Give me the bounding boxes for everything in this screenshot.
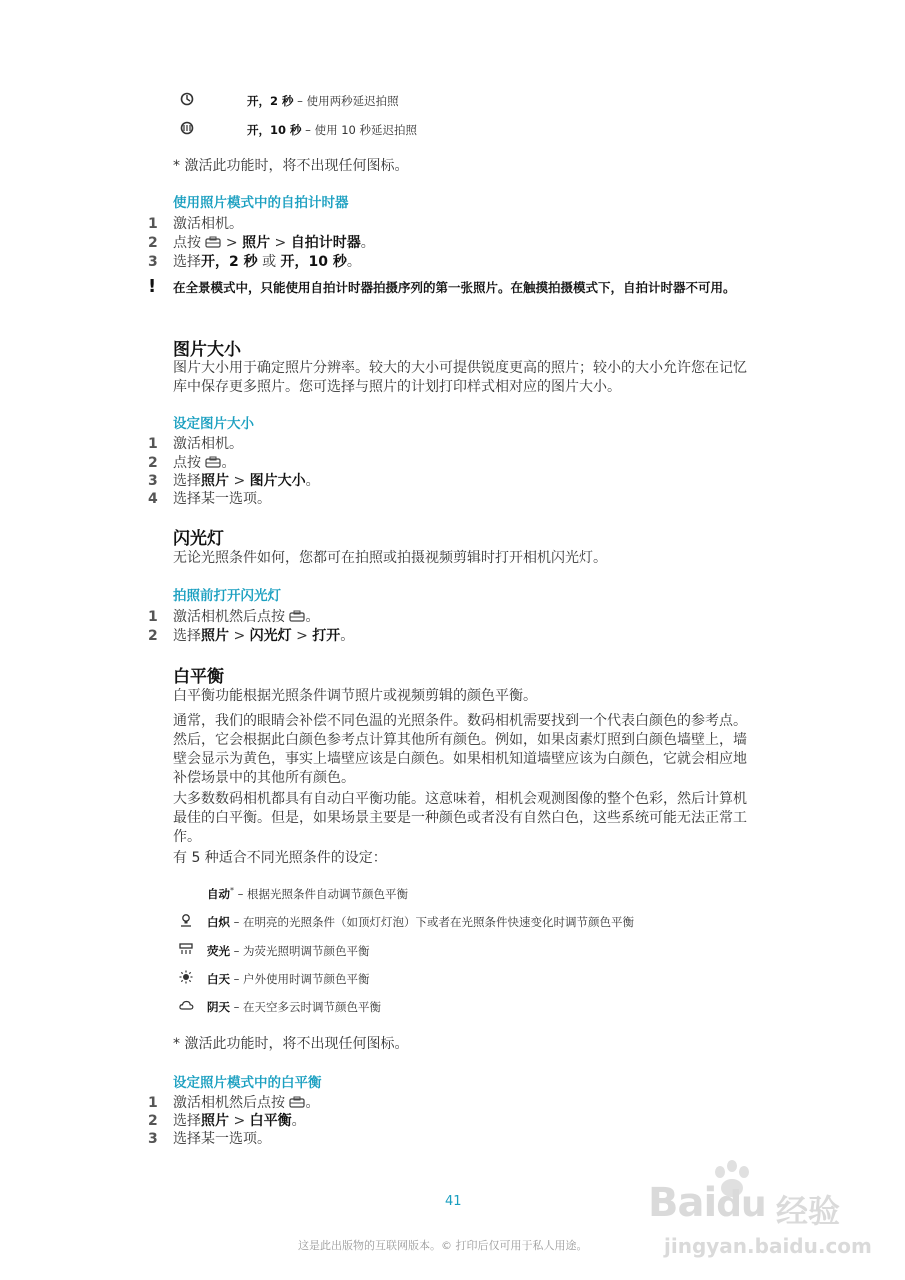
watermark-brand: Baidu	[648, 1180, 766, 1226]
picsize-step-4: 4 选择某一选项。	[148, 491, 271, 507]
timer-10s-icon	[180, 121, 194, 135]
picsize-description: 图片大小用于确定照片分辨率。较大的大小可提供锐度更高的照片；较小的大小允许您在记忆库中保存更多照片。您可选择与照片的计划打印样式相对应的图片大小。	[173, 360, 747, 395]
wb-step-3: 3 选择某一选项。	[148, 1131, 271, 1147]
flash-step-1: 1 激活相机然后点按 。	[148, 609, 320, 625]
fluorescent-icon	[179, 942, 193, 956]
wb-step-1: 1 激活相机然后点按 。	[148, 1095, 320, 1111]
timer-option-10s: 开，10 秒 – 使用 10 秒延迟拍照	[247, 123, 418, 137]
timer-option-2s: 开，2 秒 – 使用两秒延迟拍照	[247, 94, 399, 108]
wb-paragraph-2: 通常，我们的眼睛会补偿不同色温的光照条件。数码相机需要找到一个代表白颜色的参考点。然后，它会根据此白颜色参考点计算其他所有颜色。例如，如果卤素灯照到白颜色墙壁上，墙壁会显示为黄色，事实上墙壁应该是白颜色。如果相机知道墙壁应该为白颜色，它就会相应地补偿场景中的其他所有颜色。	[173, 713, 747, 786]
daylight-icon	[179, 970, 193, 984]
wb-paragraph-4: 有 5 种适合不同光照条件的设定：	[173, 850, 387, 866]
picsize-title: 图片大小	[173, 340, 241, 360]
footer-note: 这是此出版物的互联网版本。© 打印后仅可用于私人用途。	[298, 1239, 588, 1252]
page-number: 41	[445, 1194, 462, 1209]
selftimer-step-1: 1 激活相机。	[148, 216, 243, 232]
flash-heading: 拍照前打开闪光灯	[173, 588, 281, 604]
asterisk-note: * 激活此功能时，将不出现任何图标。	[173, 158, 409, 174]
flash-step-2: 2 选择照片 > 闪光灯 > 打开。	[148, 628, 355, 644]
wb-asterisk-note: * 激活此功能时，将不出现任何图标。	[173, 1036, 409, 1052]
warning-icon: !	[148, 276, 157, 297]
cloudy-icon	[179, 998, 194, 1012]
selftimer-heading: 使用照片模式中的自拍计时器	[173, 195, 349, 211]
picsize-step-1: 1 激活相机。	[148, 436, 243, 452]
incandescent-icon	[179, 913, 193, 927]
wb-option-auto: 自动* – 根据光照条件自动调节颜色平衡	[207, 886, 409, 901]
toolbox-icon	[205, 236, 221, 248]
wb-option-incandescent: 白炽 – 在明亮的光照条件（如顶灯灯泡）下或者在光照条件快速变化时调节颜色平衡	[207, 915, 635, 929]
flash-description: 无论光照条件如何，您都可在拍照或拍摄视频剪辑时打开相机闪光灯。	[173, 550, 607, 566]
timer-2s-icon	[180, 92, 194, 106]
picsize-heading: 设定图片大小	[173, 416, 254, 432]
baidu-watermark	[648, 1160, 872, 1270]
picsize-step-3: 3 选择照片 > 图片大小。	[148, 473, 320, 489]
toolbox-icon	[289, 1096, 305, 1108]
wb-option-cloudy: 阴天 – 在天空多云时调节颜色平衡	[207, 1000, 382, 1014]
picsize-step-2: 2 点按 。	[148, 455, 236, 471]
wb-option-fluorescent: 荧光 – 为荧光照明调节颜色平衡	[207, 944, 370, 958]
wb-step-2: 2 选择照片 > 白平衡。	[148, 1113, 306, 1129]
watermark-url: jingyan.baidu.com	[664, 1234, 872, 1258]
wb-heading: 设定照片模式中的白平衡	[173, 1075, 322, 1091]
toolbox-icon	[289, 610, 305, 622]
selftimer-warning: 在全景模式中，只能使用自拍计时器拍摄序列的第一张照片。在触摸拍摄模式下，自拍计时器不可用。	[173, 280, 736, 295]
wb-title: 白平衡	[173, 667, 224, 687]
wb-option-daylight: 白天 – 户外使用时调节颜色平衡	[207, 972, 370, 986]
wb-paragraph-1: 白平衡功能根据光照条件调节照片或视频剪辑的颜色平衡。	[173, 688, 537, 704]
flash-title: 闪光灯	[173, 529, 224, 549]
selftimer-step-3: 3 选择开，2 秒 或 开，10 秒。	[148, 254, 361, 270]
wb-paragraph-3: 大多数数码相机都具有自动白平衡功能。这意味着，相机会观测图像的整个色彩，然后计算机最佳的白平衡。但是，如果场景主要是一种颜色或者没有自然白色，这些系统可能无法正常工作。	[173, 791, 747, 845]
watermark-cn: 经验	[776, 1192, 841, 1230]
selftimer-step-2: 2 点按 > 照片 > 自拍计时器。	[148, 235, 375, 251]
toolbox-icon	[205, 456, 221, 468]
